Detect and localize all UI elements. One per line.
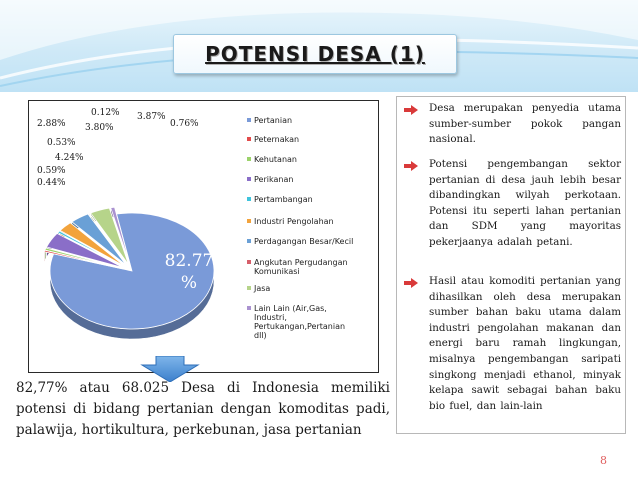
pie-slice-label: 3.87% (137, 112, 166, 122)
pie-slice-label: 2.88% (37, 119, 66, 129)
legend-label: Lain Lain (Air,Gas, (254, 304, 327, 313)
pie-slice-label: 0.44% (37, 178, 66, 188)
bullet-arrow-icon (404, 105, 418, 115)
legend-label: Perikanan (254, 175, 294, 184)
legend-swatch (247, 239, 251, 243)
pie-slice-label: 4.24% (55, 153, 84, 163)
legend-swatch (247, 219, 251, 223)
pie-slice-label: 0.59% (37, 166, 66, 176)
legend-swatch (247, 197, 251, 201)
legend-label: Industri Pengolahan (254, 217, 334, 226)
legend-label: Industri, (254, 313, 287, 322)
legend-label: Angkutan Pergudangan (254, 258, 348, 267)
legend-label: dll) (254, 331, 267, 340)
pie-slice-label: 0.12% (91, 108, 120, 118)
pie-center-label: 82.77 (164, 251, 214, 271)
bullet-arrow-icon (404, 161, 418, 171)
pie-slice-label: 0.76% (170, 119, 199, 129)
legend-swatch (247, 118, 251, 122)
legend-label: Komunikasi (254, 267, 300, 276)
legend-swatch (247, 286, 251, 290)
bullet-arrow-icon (404, 278, 418, 288)
bullet-text: Hasil atau komoditi pertanian yang dihasilkan oleh desa merupakan sumber bahan baku utama dalam industri pengolahan makanan dan energi baru ramah lingkungan, misalnya pengembangan saripati singkong menjadi ethanol, minyak kelapa sawit sebagai bahan baku bio fuel, dan lain-lain (429, 275, 621, 412)
legend-swatch (247, 260, 251, 264)
legend-swatch (247, 177, 251, 181)
pie-chart (29, 101, 378, 372)
pie-slice-label: 0.53% (47, 138, 76, 148)
bullet-text: Desa merupakan penyedia utama sumber-sumber pokok pangan nasional. (429, 102, 621, 146)
pie-slice-label: 3.80% (85, 123, 114, 133)
bullet-text: Potensi pengembangan sektor pertanian di desa jauh lebih besar dibandingkan wilyah perkotaan. Potensi itu seperti lahan pertanian dan SDM yang mayoritas pekerjaanya adalah petani. (429, 158, 621, 248)
pie-chart-panel (28, 100, 379, 373)
legend-swatch (247, 137, 251, 141)
legend-label: Pertukangan,Pertanian (254, 322, 346, 331)
pie-center-label: % (180, 273, 198, 293)
legend-label: Pertambangan (254, 195, 313, 204)
description-text: 82,77% atau 68.025 Desa di Indonesia memiliki potensi di bidang pertanian dengan komoditas padi, palawija, hortikultura, perkebunan, jasa pertanian (16, 380, 390, 438)
legend-swatch (247, 306, 251, 310)
legend-label: Jasa (254, 284, 271, 293)
legend-label: Perdagangan Besar/Kecil (254, 237, 354, 246)
page-number: 8 (600, 454, 607, 467)
bullet-list (396, 96, 626, 434)
title-box (173, 34, 457, 74)
legend-label: Kehutanan (254, 155, 297, 164)
legend-swatch (247, 157, 251, 161)
legend-label: Peternakan (254, 135, 300, 144)
page-title: POTENSI DESA (1) (205, 42, 425, 66)
legend-label: Pertanian (254, 116, 293, 125)
